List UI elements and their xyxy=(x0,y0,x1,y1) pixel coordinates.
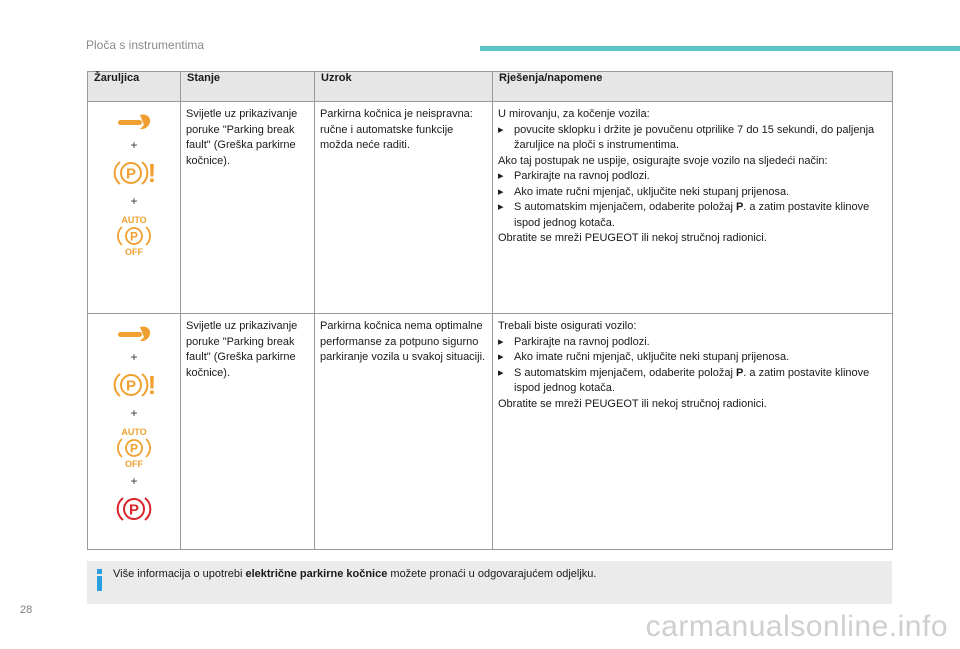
plus-sign: + xyxy=(130,474,138,488)
watermark: carmanualsonline.info xyxy=(645,610,948,643)
solution-bullet xyxy=(498,335,887,351)
wrench-icon xyxy=(116,112,152,132)
lamp-p-letter: P xyxy=(125,377,137,395)
solution-cell xyxy=(493,102,893,314)
bullet-text: Parkirajte na ravnoj podlozi. xyxy=(514,170,650,182)
plus-sign: + xyxy=(130,138,138,152)
lamp-p-letter: P xyxy=(125,165,137,183)
wrench-icon xyxy=(116,324,152,344)
bullet-text: S automatskim mjenjačem, odaberite položaj xyxy=(514,201,736,213)
parking-brake-fault-icon xyxy=(111,158,157,188)
solution-bullet xyxy=(498,366,887,397)
parking-brake-icon xyxy=(114,494,154,524)
cause-cell: Parkirna kočnica je neispravna: ručne i automatske funkcije možda neće raditi. xyxy=(315,102,493,314)
lamp-p-letter: P xyxy=(128,501,140,519)
lamp-off-label: OFF xyxy=(125,459,143,468)
solution-paragraph: Ako taj postupak ne uspije, osigurajte svoje vozilo na sljedeći način: xyxy=(498,154,828,167)
lamp-cell xyxy=(88,102,181,314)
table-header-row xyxy=(88,72,893,102)
column-header-cause: Uzrok xyxy=(315,72,493,102)
column-header-lamp: Žaruljica xyxy=(88,72,181,102)
bullet-text: S automatskim mjenjačem, odaberite položaj xyxy=(514,366,736,379)
column-header-state: Stanje xyxy=(181,72,315,102)
note-emphasis: električne parkirne kočnice xyxy=(245,568,388,580)
solution-closing: Obratite se mreži PEUGEOT ili nekoj stručnoj radionici. xyxy=(498,397,767,410)
header-accent-bar xyxy=(480,46,960,51)
auto-off-parking-icon xyxy=(114,426,154,468)
solution-closing: Obratite se mreži PEUGEOT ili nekoj stručnoj radionici. xyxy=(498,232,767,244)
bullet-icon: ▸ xyxy=(498,366,504,379)
cause-cell: Parkirna kočnica nema optimalne performanse za potpuno sigurno parkiranje vozila u svakoj situaciji. xyxy=(315,314,493,550)
bullet-icon: ▸ xyxy=(498,335,504,348)
page-number: 28 xyxy=(20,604,33,616)
bullet-icon: ▸ xyxy=(498,185,504,198)
lamp-p-letter: P xyxy=(129,441,139,456)
solution-bullet xyxy=(498,185,887,201)
lamp-auto-label: AUTO xyxy=(121,215,147,225)
bullet-icon: ▸ xyxy=(498,170,504,182)
info-icon xyxy=(94,569,106,596)
bullet-text: Parkirajte na ravnoj podlozi. xyxy=(514,335,650,348)
solution-bullet xyxy=(498,200,887,231)
lamp-off-label: OFF xyxy=(125,247,143,256)
solution-bullet xyxy=(498,350,887,366)
lamp-p-letter: P xyxy=(129,229,139,244)
bullet-text: . a zatim postavite klinove ispod jednog kotača. xyxy=(514,201,870,229)
solution-bullet xyxy=(498,169,887,185)
parking-brake-fault-icon xyxy=(111,370,157,400)
note-text: Više informacija o upotrebi xyxy=(113,568,246,580)
note-text: možete pronaći u odgovarajućem odjeljku. xyxy=(387,568,597,580)
lamp-cell xyxy=(88,314,181,550)
bullet-text: Ako imate ručni mjenjač, uključite neki stupanj prijenosa. xyxy=(514,185,790,198)
gear-position-p: P xyxy=(735,201,744,213)
bullet-text: povucite sklopku i držite je povučenu otprilike 7 do 15 sekundi, do paljenja žaruljice na ploči s instrumentima. xyxy=(514,123,875,151)
gear-position-p: P xyxy=(735,366,744,379)
bullet-icon: ▸ xyxy=(498,351,504,363)
table-row xyxy=(88,102,893,314)
lamp-auto-label: AUTO xyxy=(121,427,147,437)
column-header-solution: Rješenja/napomene xyxy=(493,72,893,102)
bullet-icon: ▸ xyxy=(498,123,504,136)
bullet-text: Ako imate ručni mjenjač, uključite neki stupanj prijenosa. xyxy=(514,351,790,363)
auto-off-parking-icon xyxy=(114,214,154,256)
solution-cell xyxy=(493,314,893,550)
lamp-exclamation: ! xyxy=(147,158,157,188)
plus-sign: + xyxy=(130,406,138,420)
state-cell: Svijetle uz prikazivanje poruke "Parking break fault" (Greška parkirne kočnice). xyxy=(181,314,315,550)
warning-lamp-table xyxy=(87,71,893,550)
solution-intro: U mirovanju, za kočenje vozila: xyxy=(498,108,650,120)
plus-sign: + xyxy=(130,350,138,364)
bullet-text: . a zatim postavite klinove ispod jednog kotača. xyxy=(514,366,870,394)
info-note-text xyxy=(113,568,596,580)
table-row xyxy=(88,314,893,550)
state-cell: Svijetle uz prikazivanje poruke "Parking break fault" (Greška parkirne kočnice). xyxy=(181,102,315,314)
solution-intro: Trebali biste osigurati vozilo: xyxy=(498,320,637,332)
bullet-icon: ▸ xyxy=(498,201,504,213)
lamp-exclamation: ! xyxy=(147,370,157,400)
info-note-box xyxy=(87,561,892,604)
solution-bullet xyxy=(498,123,887,154)
plus-sign: + xyxy=(130,194,138,208)
section-title: Ploča s instrumentima xyxy=(86,38,205,52)
